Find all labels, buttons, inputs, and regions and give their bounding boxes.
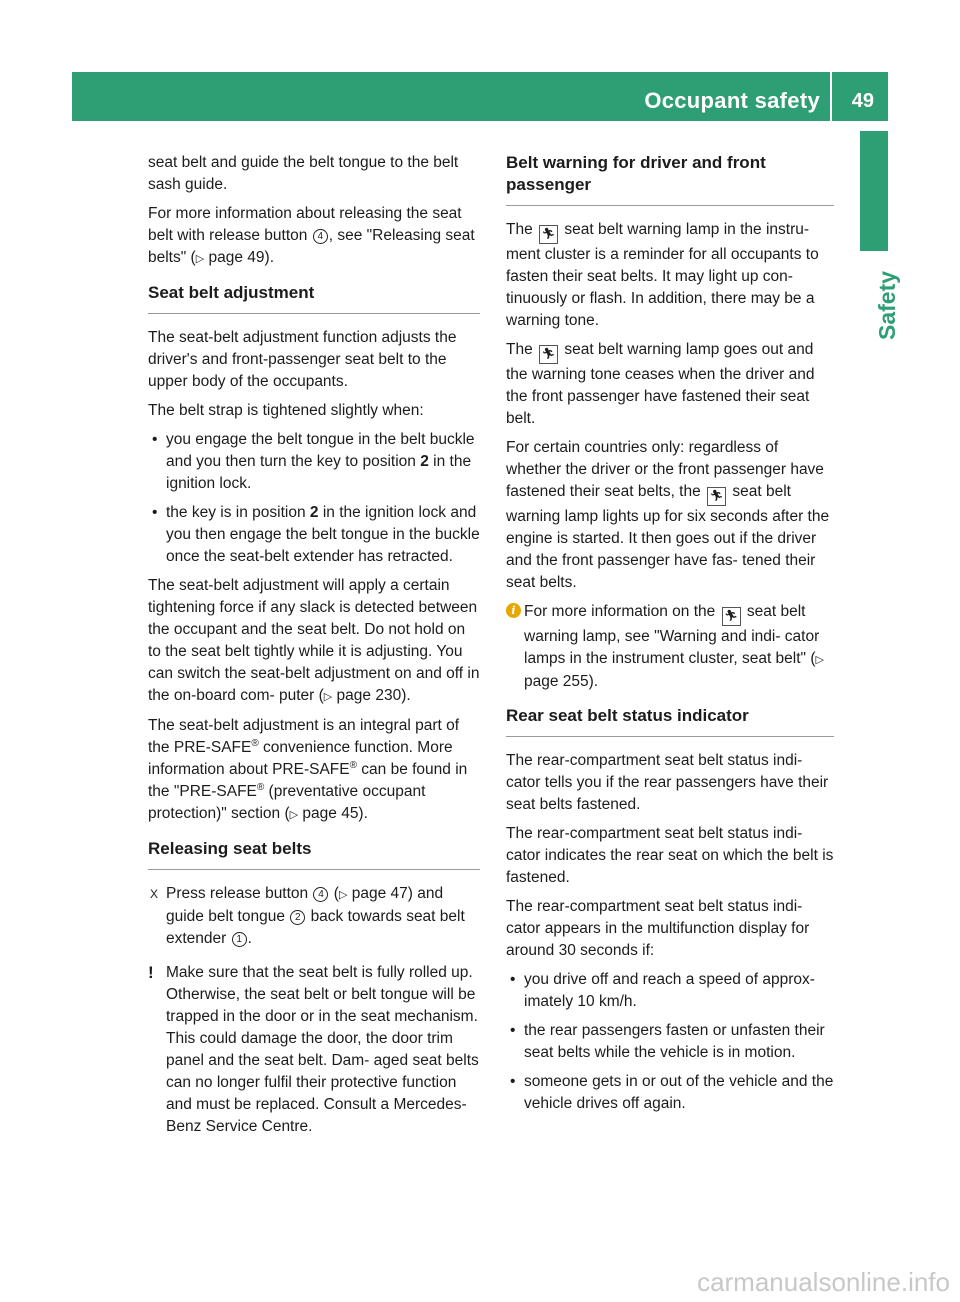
list-item: • you drive off and reach a speed of approx- imately 10 km/h.	[510, 971, 815, 1010]
paragraph: The seat-belt adjustment is an integral part of the PRE-SAFE® convenience function. More information about PRE-SAFE® can be found in the "PRE-SAFE® (preventative occupant protection)" section (▷ page 45).	[148, 717, 468, 822]
bullet-icon: •	[152, 431, 158, 448]
paragraph: The belt strap is tightened slightly when:	[148, 402, 424, 419]
seat-belt-warning-icon: 🏃︎	[722, 607, 741, 626]
paragraph: For certain countries only: regardless of whether the driver or the front passenger have fastened their seat belts, the 🏃︎ seat belt warning lamp lights up for six seconds after the engine is started. It then goes out if the driver and the front passenger have fas- tened their seat belts.	[506, 439, 830, 591]
paragraph: seat belt and guide the belt tongue to the belt sash guide.	[148, 154, 459, 193]
arrow-icon: ▷	[815, 654, 824, 666]
list-item: • the rear passengers fasten or unfasten their seat belts while the vehicle is in motion.	[510, 1022, 825, 1061]
list-item: • someone gets in or out of the vehicle and the vehicle drives off again.	[510, 1073, 834, 1112]
bullet-icon: •	[510, 971, 516, 988]
bullet-icon: •	[510, 1022, 516, 1039]
step-arrow-icon: X	[150, 887, 159, 901]
watermark: carmanualsonline.info	[697, 1267, 950, 1297]
list-item: • the key is in position 2 in the ignition lock and you then engage the belt tongue in the buckle once the seat-belt extender has retracted.	[152, 504, 480, 565]
page-link[interactable]: page 45).	[302, 805, 368, 822]
heading-releasing-seat-belts: Releasing seat belts	[148, 838, 480, 870]
page-link[interactable]: page 49).	[208, 249, 274, 266]
page-link[interactable]: page 47) and guide belt tongue	[166, 885, 444, 925]
seat-belt-warning-icon: 🏃︎	[539, 345, 558, 364]
header-bar	[72, 72, 888, 121]
warning-note: ! Make sure that the seat belt is fully rolled up. Otherwise, the seat belt or belt tongue will be trapped in the door or in the seat mechanism. This could damage the door, the door trim panel and the seat belt. Dam- aged seat belts can no longer fulfil their protective function and must be replaced. Consult a Mercedes-Benz Service Centre.	[148, 963, 479, 1135]
info-note: i For more information on the 🏃︎ seat belt warning lamp, see "Warning and indi- cator lamps in the instrument cluster, seat belt" (▷ page 255).	[506, 601, 834, 693]
list-item: • you engage the belt tongue in the belt buckle and you then turn the key to position 2 in the ignition lock.	[152, 431, 475, 492]
paragraph: For more information about releasing the seat belt with release button 4 , see "Releasing seat belts" (▷ page 49).	[148, 205, 475, 266]
arrow-icon: ▷	[338, 889, 348, 901]
seat-belt-warning-icon: 🏃︎	[539, 225, 558, 244]
paragraph: The rear-compartment seat belt status indi- cator indicates the rear seat on which the belt is fastened.	[506, 825, 834, 886]
page-number: 49	[851, 90, 874, 112]
paragraph: The rear-compartment seat belt status indi- cator tells you if the rear passengers have their seat belts fastened.	[506, 752, 829, 813]
callout-4-icon: 4	[313, 887, 328, 902]
section-title: Occupant safety	[644, 88, 820, 113]
paragraph: The 🏃︎ seat belt warning lamp goes out and the warning tone ceases when the driver and the front passenger have fastened their seat belt.	[506, 341, 815, 427]
instruction-step: X Press release button 4 (▷ page 47) and guide belt tongue 2 back towards seat belt extender 1 .	[150, 885, 465, 947]
left-column	[148, 152, 480, 1145]
paragraph: The seat-belt adjustment function adjusts the driver's and front-passenger seat belt to the upper body of the occupants.	[148, 329, 457, 390]
side-tab-block	[860, 131, 888, 251]
right-column	[506, 152, 834, 1122]
bullet-icon: •	[152, 504, 158, 521]
info-icon: i	[506, 603, 521, 618]
seat-belt-warning-icon: 🏃︎	[707, 487, 726, 506]
callout-2-icon: 2	[290, 910, 305, 925]
heading-belt-warning: Belt warning for driver and front passenger	[506, 152, 834, 206]
heading-rear-seat-belt-status: Rear seat belt status indicator	[506, 705, 834, 737]
page-link[interactable]: page 230).	[336, 687, 411, 704]
arrow-icon: ▷	[323, 691, 333, 703]
callout-4-icon: 4	[313, 229, 328, 244]
callout-1-icon: 1	[232, 932, 247, 947]
arrow-icon: ▷	[289, 809, 299, 821]
bullet-icon: •	[510, 1073, 516, 1090]
page-link[interactable]: page 255).	[524, 673, 599, 690]
heading-seat-belt-adjustment: Seat belt adjustment	[148, 282, 480, 314]
side-tab-label: Safety	[874, 270, 900, 340]
paragraph: The 🏃︎ seat belt warning lamp in the instru- ment cluster is a reminder for all occupants to fasten their seat belts. It may light up con- tinuously or flash. In addition, there may be a warning tone.	[506, 221, 819, 329]
warning-icon: !	[148, 963, 154, 982]
arrow-icon: ▷	[195, 253, 205, 265]
header-divider	[830, 72, 832, 121]
paragraph: The rear-compartment seat belt status indi- cator appears in the multifunction display for around 30 seconds if:	[506, 898, 810, 959]
paragraph: The seat-belt adjustment will apply a certain tightening force if any slack is detected between the occupant and the seat belt. Do not hold on to the seat belt tightly while it is adjusting. You can switch the seat-belt adjustment on and off in the on-board com- puter (▷ page 230).	[148, 577, 480, 704]
